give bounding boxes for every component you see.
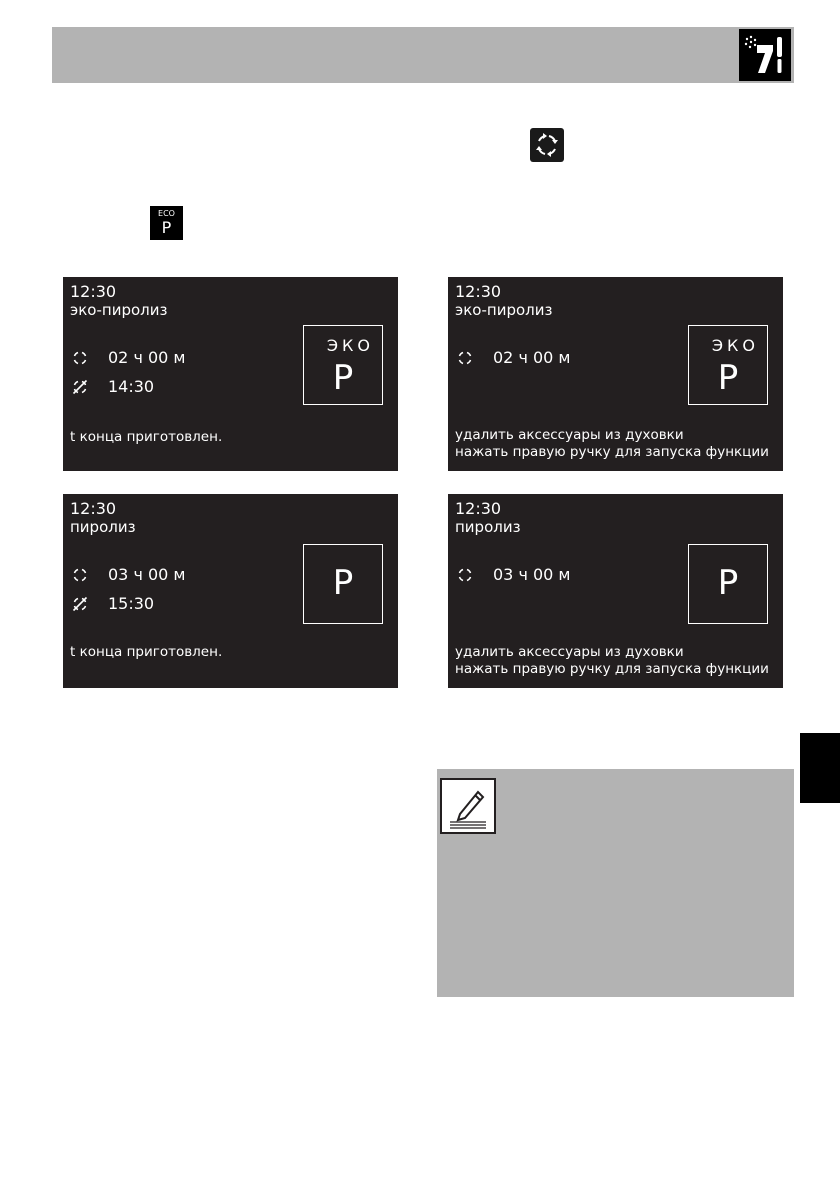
duration-cycle-icon: [457, 350, 473, 366]
eco-label: ЭКО: [326, 336, 374, 355]
duration-cycle-icon: [457, 567, 473, 583]
program-box: [688, 544, 768, 624]
clock-time: 12:30: [455, 282, 502, 301]
cycle-icon: [530, 128, 564, 162]
eco-icon-label: ECO: [158, 209, 175, 218]
eco-icon-letter: P: [161, 218, 172, 237]
duration-value: 03 ч 00 м: [108, 565, 186, 584]
duration-cycle-icon: [72, 567, 88, 583]
clock-time: 12:30: [70, 282, 117, 301]
mode-label: эко-пиролиз: [455, 301, 553, 319]
display-screen-pyrolysis-end-time: [63, 494, 398, 688]
message-line-1: удалить аксессуары из духовки: [455, 644, 684, 660]
duration-value: 02 ч 00 м: [108, 348, 186, 367]
message-line-1: удалить аксессуары из духовки: [455, 427, 684, 443]
program-box: [303, 544, 383, 624]
eco-label: ЭКО: [711, 336, 759, 355]
duration-cycle-icon: [72, 350, 88, 366]
program-letter: P: [717, 563, 739, 603]
message-line-2: нажать правую ручку для запуска функции: [455, 444, 769, 460]
section-tab-marker: [800, 733, 840, 803]
header-bar: [52, 27, 794, 83]
message-line-1: t конца приготовлен.: [70, 644, 223, 660]
end-time-value: 14:30: [108, 377, 155, 396]
display-screen-eco-end-time: [63, 277, 398, 471]
message-line-1: t конца приготовлен.: [70, 429, 223, 445]
duration-value: 03 ч 00 м: [493, 565, 571, 584]
clock-time: 12:30: [70, 499, 117, 518]
eco-pyrolysis-icon: [150, 206, 183, 240]
end-time-value: 15:30: [108, 594, 155, 613]
note-pencil-icon: [440, 778, 496, 834]
mode-label: эко-пиролиз: [70, 301, 168, 319]
mode-label: пиролиз: [70, 518, 136, 536]
program-letter: P: [332, 358, 354, 398]
duration-value: 02 ч 00 м: [493, 348, 571, 367]
program-box: [303, 325, 383, 405]
program-letter: P: [332, 563, 354, 603]
display-screen-pyrolysis-start: [448, 494, 783, 688]
mode-label: пиролиз: [455, 518, 521, 536]
clock-time: 12:30: [455, 499, 502, 518]
program-letter: P: [717, 358, 739, 398]
display-screen-eco-start: [448, 277, 783, 471]
message-line-2: нажать правую ручку для запуска функции: [455, 661, 769, 677]
cleaning-tools-icon: [739, 29, 791, 81]
end-time-icon: [72, 379, 88, 395]
program-box: [688, 325, 768, 405]
end-time-icon: [72, 596, 88, 612]
